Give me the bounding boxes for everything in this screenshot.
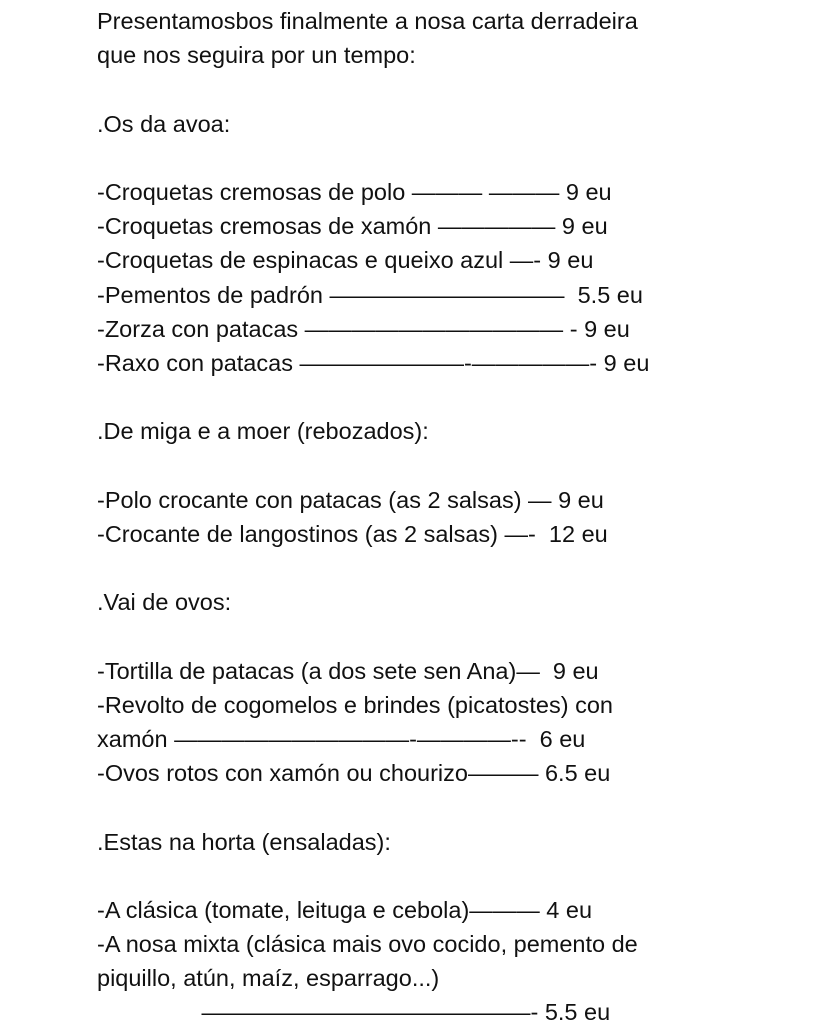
spacer [97, 380, 797, 414]
menu-item: -Ovos rotos con xamón ou chourizo——— 6.5 eu [97, 760, 611, 787]
menu-item: -Revolto de cogomelos e brindes (picatostes) con [97, 691, 613, 718]
spacer [97, 859, 797, 893]
menu-item: ——————————————- 5.5 eu [97, 999, 611, 1026]
section-title: .Estas na horta (ensaladas): [97, 828, 391, 855]
menu-item: -Croquetas de espinacas e queixo azul —- 9 eu [97, 247, 594, 274]
menu-item: -Croquetas cremosas de polo ——— ——— 9 eu [97, 178, 612, 205]
section-title: .Os da avoa: [97, 110, 231, 137]
spacer [97, 141, 797, 175]
menu-item: -Croquetas cremosas de xamón ————— 9 eu [97, 213, 608, 240]
menu-item: -Crocante de langostinos (as 2 salsas) —- 12 eu [97, 520, 608, 547]
intro-line: Presentamosbos finalmente a nosa carta derradeira [97, 8, 638, 34]
section-title: .Vai de ovos: [97, 589, 232, 616]
spacer [97, 448, 797, 482]
menu-item: -Zorza con patacas ——————————— - 9 eu [97, 315, 630, 342]
spacer [97, 790, 797, 824]
spacer [97, 619, 797, 653]
section-title: .De miga e a moer (rebozados): [97, 418, 429, 445]
menu-item: piquillo, atún, maíz, esparrago...) [97, 965, 440, 992]
menu-item: -Tortilla de patacas (a dos sete sen Ana)— 9 eu [97, 657, 599, 684]
intro-line: que nos seguira por un tempo: [97, 42, 416, 69]
menu-item: -Polo crocante con patacas (as 2 salsas) — 9 eu [97, 486, 604, 513]
menu-item: -A nosa mixta (clásica mais ovo cocido, pemento de [97, 931, 638, 958]
spacer [97, 72, 797, 106]
menu-item: -Pementos de padrón —————————— 5.5 eu [97, 281, 643, 308]
menu-item: xamón ——————————-————-- 6 eu [97, 725, 586, 752]
menu-item: -A clásica (tomate, leituga e cebola)——— 4 eu [97, 896, 593, 923]
menu-item: -Raxo con patacas ———————-—————- 9 eu [97, 349, 650, 376]
spacer [97, 551, 797, 585]
menu-document [97, 4, 797, 1030]
